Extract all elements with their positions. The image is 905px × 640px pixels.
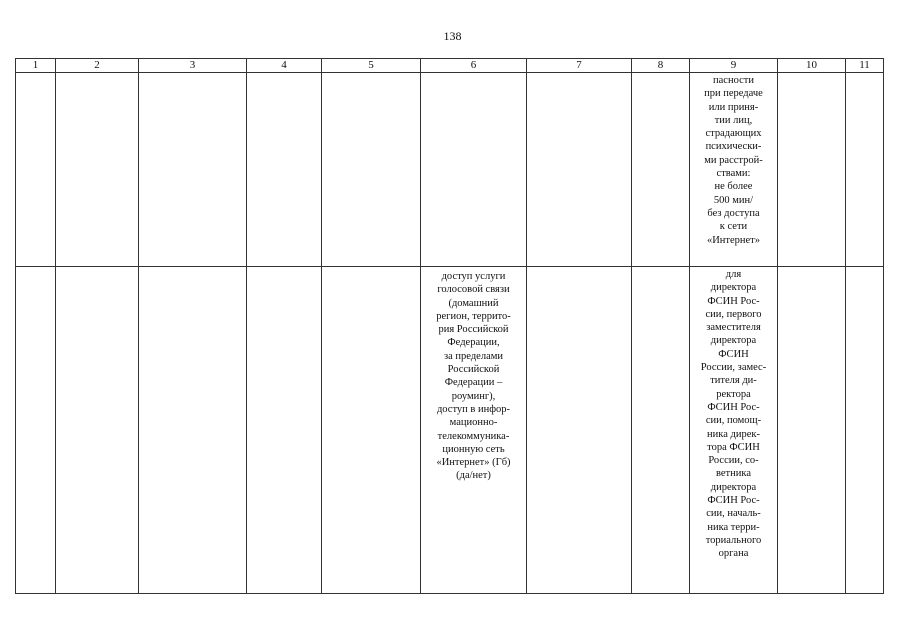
table-cell bbox=[421, 267, 527, 594]
table-cell bbox=[527, 267, 632, 594]
table-cell bbox=[421, 73, 527, 267]
cell-text-col6 bbox=[423, 73, 524, 76]
column-header-3: 3 bbox=[139, 59, 247, 73]
table-cell bbox=[322, 73, 421, 267]
column-header-7: 7 bbox=[527, 59, 632, 73]
table-cell bbox=[247, 267, 322, 594]
table-row bbox=[16, 73, 884, 267]
table-cell bbox=[778, 267, 846, 594]
table-cell bbox=[846, 267, 884, 594]
table-row bbox=[16, 267, 884, 594]
table-cell bbox=[139, 267, 247, 594]
column-header-11: 11 bbox=[846, 59, 884, 73]
header-row bbox=[16, 59, 884, 73]
table-cell bbox=[56, 267, 139, 594]
column-header-10: 10 bbox=[778, 59, 846, 73]
table-cell bbox=[139, 73, 247, 267]
table-cell bbox=[690, 73, 778, 267]
table-cell bbox=[16, 267, 56, 594]
column-header-4: 4 bbox=[247, 59, 322, 73]
table-cell bbox=[247, 73, 322, 267]
column-header-2: 2 bbox=[56, 59, 139, 73]
page-number: 138 bbox=[443, 29, 462, 43]
table-cell bbox=[690, 267, 778, 594]
column-header-9: 9 bbox=[690, 59, 778, 73]
cell-text-col9: пасности при передаче или приня- тии лиц, страдающих психически- ми расстрой- ствами: не более 500 мин/ без доступа к сети «Интернет» bbox=[704, 75, 763, 246]
table-cell bbox=[56, 73, 139, 267]
table-cell bbox=[632, 73, 690, 267]
column-header-1: 1 bbox=[16, 59, 56, 73]
table-cell bbox=[527, 73, 632, 267]
column-header-6: 6 bbox=[421, 59, 527, 73]
table-cell bbox=[778, 73, 846, 267]
table-cell bbox=[16, 73, 56, 267]
column-header-5: 5 bbox=[322, 59, 421, 73]
cell-text-col9: для директора ФСИН Рос- сии, первого заместителя директора ФСИН России, замес- тителя ди- ректора ФСИН Рос- сии, помощ- ника дирек- тора ФСИН России, со- ветника директора ФСИН Рос- сии, началь- ника терри- ториального органа bbox=[700, 269, 767, 560]
table-cell bbox=[632, 267, 690, 594]
cell-text-col6: доступ услуги голосовой связи (домашний регион, террито- рия Российской Федерации, за пределами Российской Федерации – роуминг), доступ в инфор- мационно- телекоммуника- ционную сеть «Интернет» (Гб) (да/нет) bbox=[436, 271, 511, 482]
table-cell bbox=[322, 267, 421, 594]
table-cell bbox=[846, 73, 884, 267]
column-header-8: 8 bbox=[632, 59, 690, 73]
data-table bbox=[15, 58, 884, 594]
